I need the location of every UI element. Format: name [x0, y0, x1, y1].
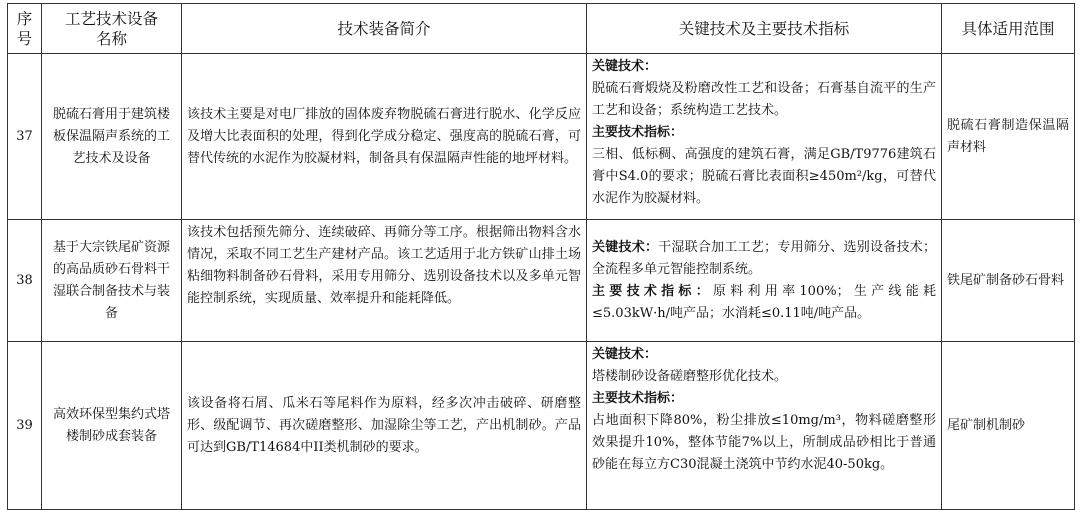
table-row	[8, 342, 1075, 510]
header-row	[8, 4, 1075, 54]
application-scope: 尾矿制机制砂	[942, 342, 1075, 510]
key-tech-cell	[587, 54, 942, 220]
technology-intro: 该技术包括预先筛分、连续破碎、再筛分等工序。根据筛出物料含水情况，采取不同工艺生产建材产品。该工艺适用于北方铁矿山排土场粘细物料制备砂石骨料，采用专用筛分、选别设备技术以及多单元智能控制系统，实现质量、效率提升和能耗降低。	[182, 220, 587, 342]
indicator-label: 主要技术指标：	[592, 125, 684, 140]
row-number: 38	[8, 220, 42, 342]
key-tech-label: 关键技术：	[592, 347, 658, 362]
key-tech-text: 脱硫石膏煅烧及粉磨改性工艺和设备；石膏基自流平的生产工艺和设备；系统构造工艺技术。	[592, 81, 936, 118]
technology-intro: 该技术主要是对电厂排放的固体废弃物脱硫石膏进行脱水、化学反应及增大比表面积的处理，得到化学成分稳定、强度高的脱硫石膏，可替代传统的水泥作为胶凝材料，制备具有保温隔声性能的地坪材料。	[182, 54, 587, 220]
application-scope: 脱硫石膏制造保温隔声材料	[942, 54, 1075, 220]
row-number: 39	[8, 342, 42, 510]
technology-table	[7, 3, 1075, 510]
key-tech-label: 关键技术：	[592, 239, 659, 255]
key-tech-text: 干湿联合加工工艺；专用筛分、选别设备技术；全流程多单元智能控制系统。	[592, 239, 936, 277]
technology-name: 脱硫石膏用于建筑楼板保温隔声系统的工艺技术及设备	[42, 54, 182, 220]
technology-name: 高效环保型集约式塔楼制砂成套装备	[42, 342, 182, 510]
application-scope: 铁尾矿制备砂石骨料	[942, 220, 1075, 342]
key-tech-cell	[587, 220, 942, 342]
table-row	[8, 220, 1075, 342]
indicator-text: 原料利用率100%；生产线能耗≤5.03kW·h/吨产品；水消耗≤0.11吨/吨产品。	[592, 283, 936, 321]
technology-name: 基于大宗铁尾矿资源的高品质砂石骨料干湿联合制备技术与装备	[42, 220, 182, 342]
indicator-text: 占地面积下降80%，粉尘排放≤10mg/m³，物料磋磨整形效果提升10%，整体节能7%以上，所制成品砂相比于普通砂能在每立方C30混凝土浇筑中节约水泥40-50kg。	[592, 413, 936, 472]
header-scope: 具体适用范围	[942, 4, 1075, 54]
indicator-text: 三相、低标稠、高强度的建筑石膏，满足GB/T9776建筑石膏中S4.0的要求；脱硫石膏比表面积≥450m²/kg，可替代水泥作为胶凝材料。	[592, 147, 936, 206]
indicator-label: 主要技术指标：	[592, 283, 713, 299]
header-key: 关键技术及主要技术指标	[587, 4, 942, 54]
indicator-label: 主要技术指标：	[592, 391, 684, 406]
key-tech-label: 关键技术：	[592, 59, 658, 74]
header-name: 工艺技术设备名称	[42, 4, 182, 54]
table-row	[8, 54, 1075, 220]
row-number: 37	[8, 54, 42, 220]
key-tech-text: 塔楼制砂设备磋磨整形优化技术。	[592, 369, 788, 384]
technology-intro: 该设备将石屑、瓜米石等尾料作为原料，经多次冲击破碎、研磨整形、级配调节、再次磋磨整形、加湿除尘等工艺，产出机制砂。产品可达到GB/T14684中II类机制砂的要求。	[182, 342, 587, 510]
key-tech-cell	[587, 342, 942, 510]
header-intro: 技术装备简介	[182, 4, 587, 54]
header-num: 序号	[8, 4, 42, 54]
